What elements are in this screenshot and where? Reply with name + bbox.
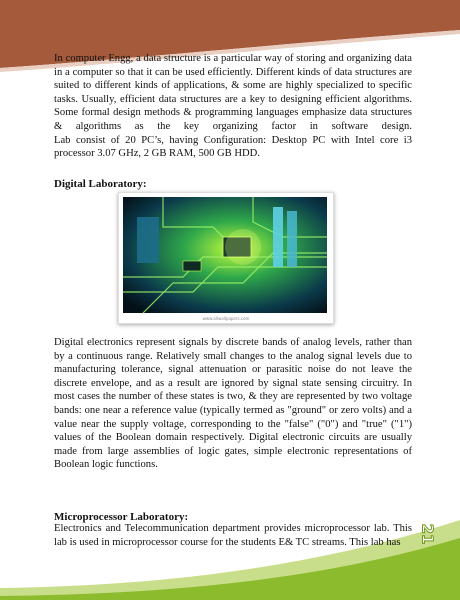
microprocessor-lab-heading: Microprocessor Laboratory: <box>54 511 189 523</box>
digital-lab-paragraph: Digital electronics represent signals by discrete bands of analog levels, rather than by a continuous range. Relatively small changes to the analog signal levels due to manufacturing tolerance, signal attenuation or parasitic noise do not leave the discrete envelope, and as a result are ignored by signal state sensing circuitry. In most cases the number of these states is two, & they are represented by two voltage bands: one near a reference value (typically termed as "ground" or zero volts) and a value near the supply voltage, corresponding to the "false" ("0") and "true" ("1") values of the Boolean domain respectively. Digital electronic circuits are usually made from large assemblies of logic gates, simple electronic representations of Boolean logic functions. <box>54 337 412 471</box>
digital-lab-heading: Digital Laboratory: <box>54 178 147 190</box>
digital-lab-image <box>118 192 334 324</box>
image-caption: www.allwallpapers.com <box>202 316 250 321</box>
microprocessor-lab-section <box>54 522 412 549</box>
digital-lab-section <box>54 336 412 472</box>
circuit-board-image <box>123 197 327 313</box>
page-number-text: 21 <box>418 523 436 545</box>
page-number <box>416 519 438 549</box>
intro-paragraph: In computer Engg, a data structure is a particular way of storing and organizing data in a computer so that it can be used efficiently. Different kinds of data structures are suited to different kinds of applications, & some are highly specialized to specific tasks. Usually, efficient data structures are a key to designing efficient algorithms. Some formal design methods & programming languages emphasize data structures & algorithms as the key organizing factor in software design. <box>54 53 412 132</box>
microprocessor-lab-paragraph: Electronics and Telecommunication department provides microprocessor lab. This lab is used in microprocessor course for the students E& TC streams. This lab has <box>54 523 412 548</box>
intro-section <box>54 52 412 161</box>
lab-configuration-text: Lab consist of 20 PC’s, having Configuration: Desktop PC with Intel core i3 processor 3.07 GHz, 2 GB RAM, 500 GB HDD. <box>54 134 412 160</box>
